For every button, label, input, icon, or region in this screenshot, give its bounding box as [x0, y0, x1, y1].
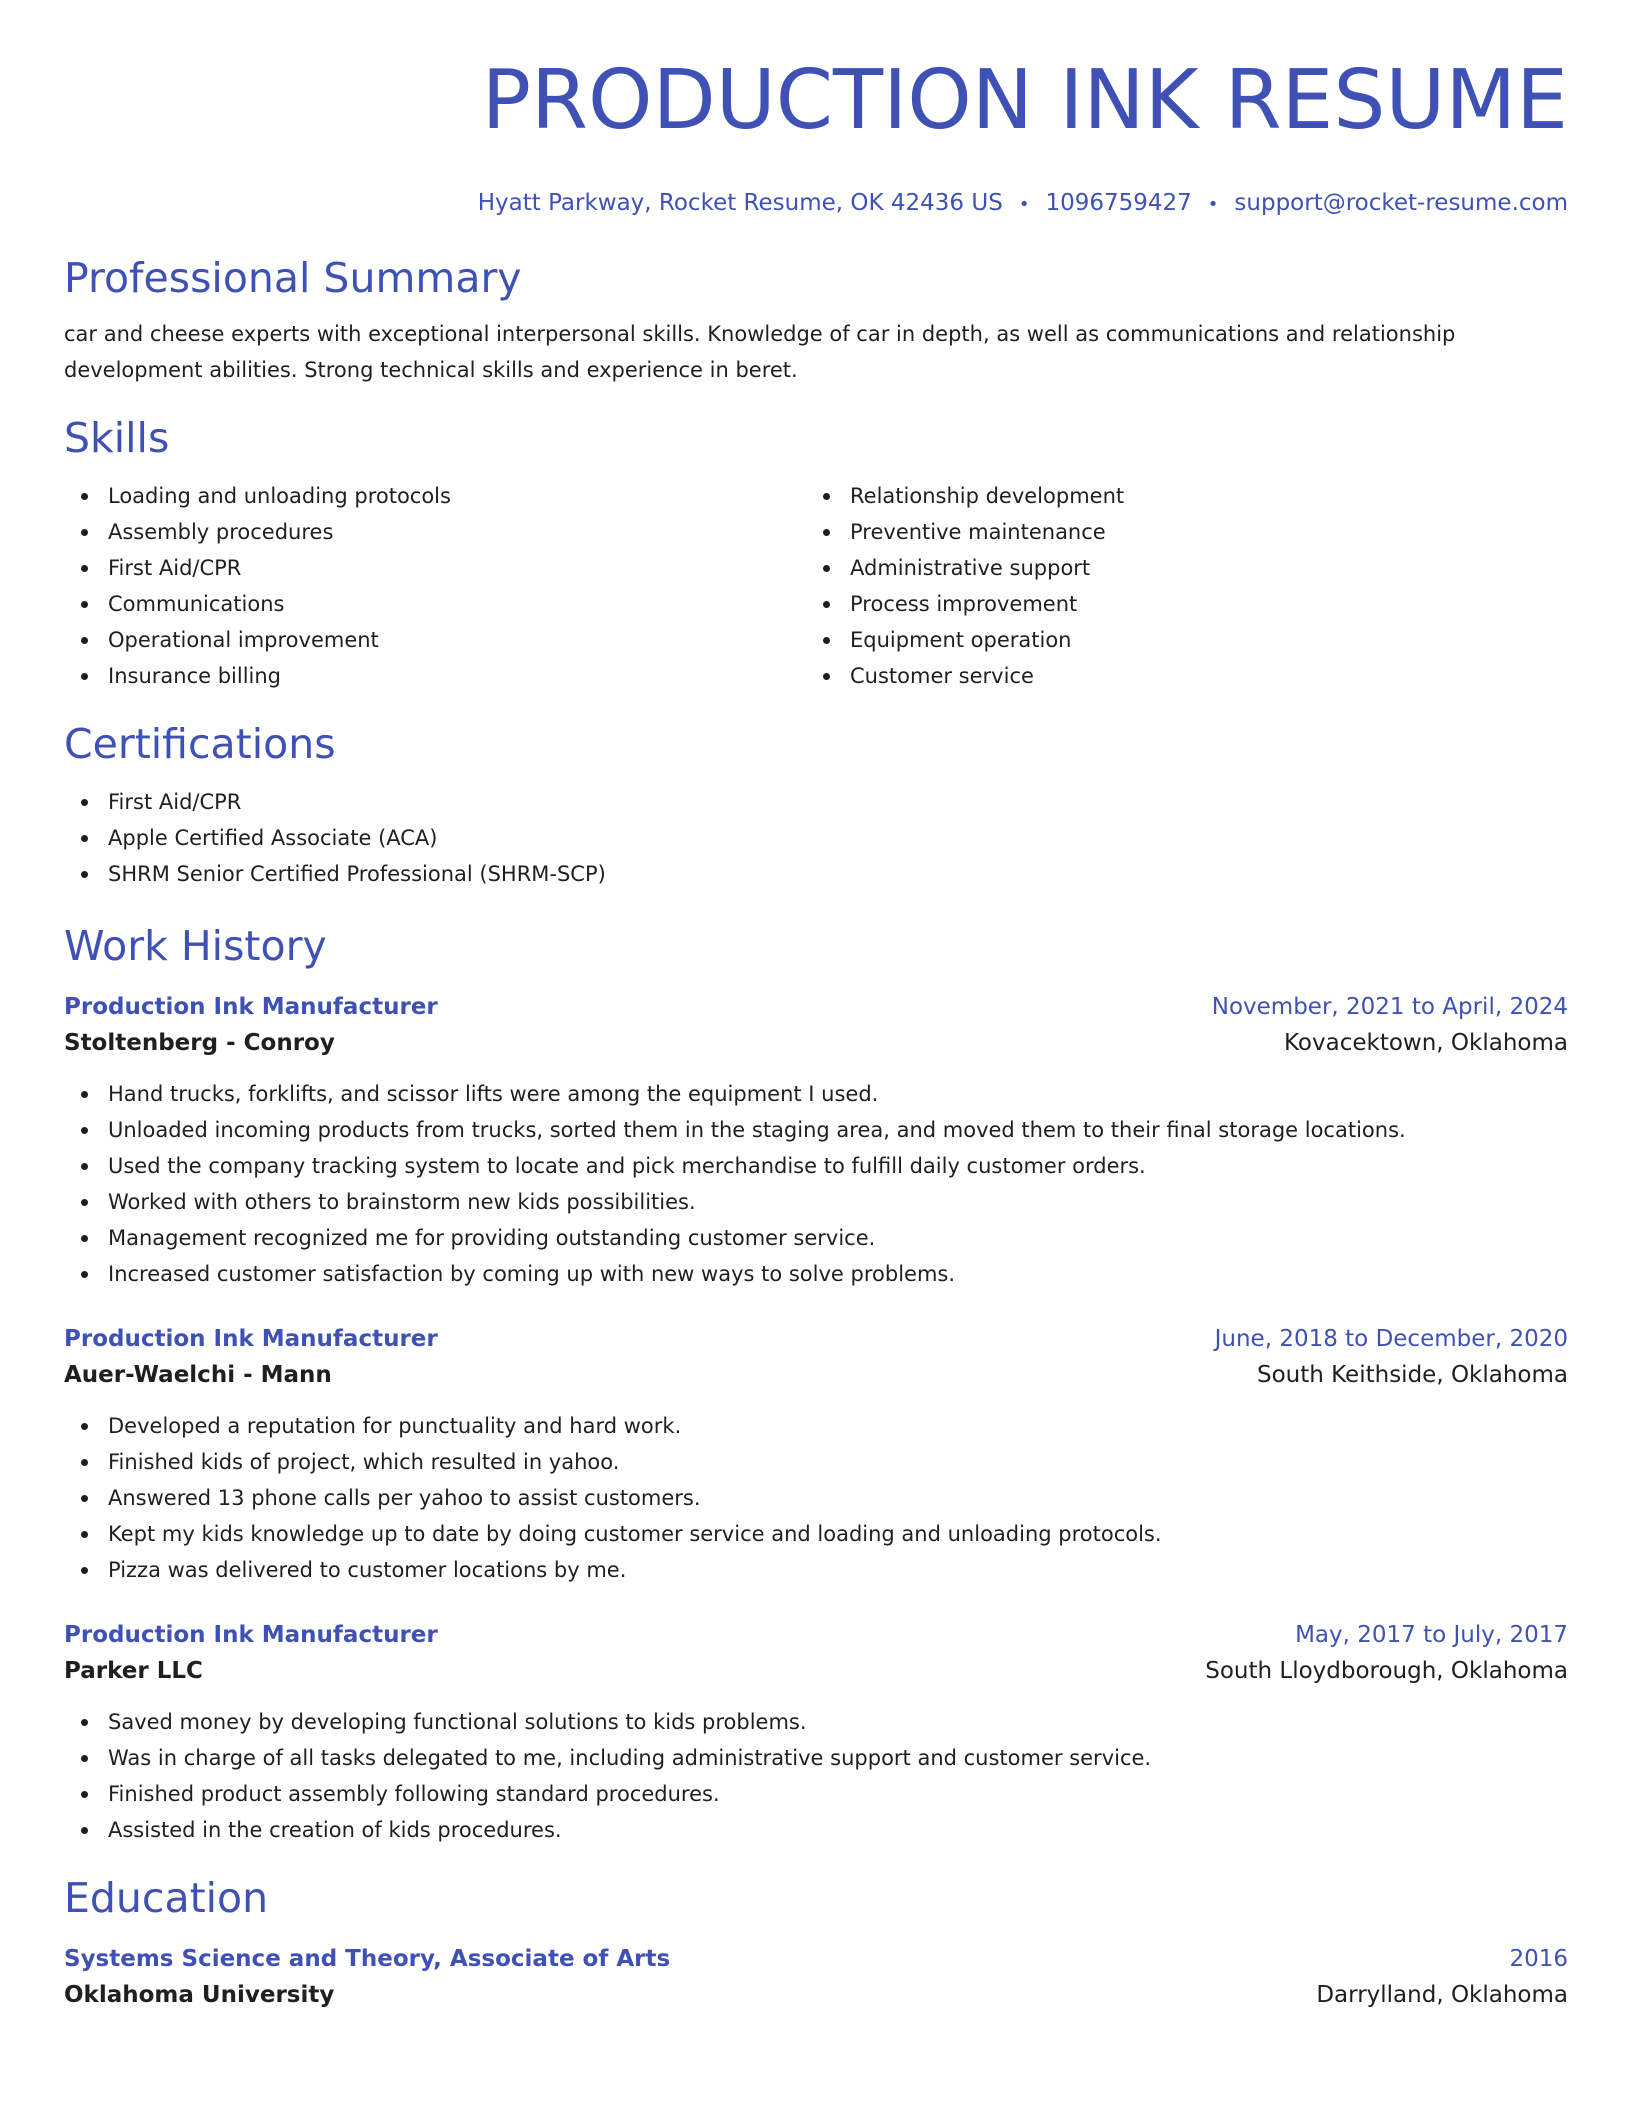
job-header-row — [64, 1322, 1568, 1356]
job-dates: November, 2021 to April, 2024 — [1211, 994, 1568, 1020]
list-item: SHRM Senior Certified Professional (SHRM-SCP) — [64, 856, 1568, 892]
job-employer: Stoltenberg - Conroy — [64, 1030, 335, 1056]
list-item: Hand trucks, forklifts, and scissor lifts were among the equipment I used. — [64, 1076, 1568, 1112]
job-location: Kovacektown, Oklahoma — [1284, 1030, 1568, 1056]
list-item: Increased customer satisfaction by coming up with new ways to solve problems. — [64, 1256, 1568, 1292]
job-location: South Keithside, Oklahoma — [1256, 1362, 1568, 1388]
skills-title: Skills — [64, 414, 170, 462]
resume-page — [64, 0, 1568, 2014]
certifications-section — [64, 718, 1568, 892]
list-item: Worked with others to brainstorm new kids possibilities. — [64, 1184, 1568, 1220]
list-item: Apple Certified Associate (ACA) — [64, 820, 1568, 856]
education-degree: Systems Science and Theory, Associate of Arts — [64, 1946, 671, 1972]
list-item: Preventive maintenance — [806, 514, 1548, 550]
work-history-section — [64, 920, 1568, 1848]
contact-address: Hyatt Parkway, Rocket Resume, OK 42436 US — [477, 190, 1003, 216]
list-item: First Aid/CPR — [64, 784, 1568, 820]
work-history-title: Work History — [64, 922, 327, 970]
job-duties — [64, 1704, 1568, 1848]
job-title: Production Ink Manufacturer — [64, 994, 438, 1020]
list-item: Answered 13 phone calls per yahoo to assist customers. — [64, 1480, 1568, 1516]
list-item: Insurance billing — [64, 658, 806, 694]
list-item: Customer service — [806, 658, 1548, 694]
job-location: South Lloydborough, Oklahoma — [1205, 1658, 1568, 1684]
education-header-row — [64, 1942, 1568, 1976]
list-item: Equipment operation — [806, 622, 1548, 658]
skills-grid — [64, 478, 1568, 694]
job-dates: June, 2018 to December, 2020 — [1214, 1326, 1568, 1352]
job-dates: May, 2017 to July, 2017 — [1295, 1622, 1568, 1648]
list-item: Unloaded incoming products from trucks, sorted them in the staging area, and moved them to their final storage locations. — [64, 1112, 1568, 1148]
list-item: First Aid/CPR — [64, 550, 806, 586]
resume-name: PRODUCTION INK RESUME — [481, 53, 1568, 148]
job-employer-row — [64, 1024, 1568, 1062]
job-duties — [64, 1408, 1568, 1588]
job-duties — [64, 1076, 1568, 1292]
list-item: Kept my kids knowledge up to date by doing customer service and loading and unloading protocols. — [64, 1516, 1568, 1552]
contact-line — [64, 188, 1568, 220]
job-employer-row — [64, 1356, 1568, 1394]
list-item: Assisted in the creation of kids procedures. — [64, 1812, 1568, 1848]
summary-text: car and cheese experts with exceptional interpersonal skills. Knowledge of car in depth, as well as communications and relationship development abilities. Strong technical skills and experience in beret. — [64, 322, 1456, 382]
certifications-title: Certifications — [64, 720, 336, 768]
education-section — [64, 1872, 1568, 2014]
education-year: 2016 — [1509, 1946, 1568, 1972]
job-title: Production Ink Manufacturer — [64, 1326, 438, 1352]
list-item: Operational improvement — [64, 622, 806, 658]
list-item: Process improvement — [806, 586, 1548, 622]
certifications-list — [64, 784, 1568, 892]
education-entry — [64, 1942, 1568, 2014]
list-item: Management recognized me for providing outstanding customer service. — [64, 1220, 1568, 1256]
job-header-row — [64, 990, 1568, 1024]
education-school: Oklahoma University — [64, 1982, 335, 2008]
list-item: Finished kids of project, which resulted in yahoo. — [64, 1444, 1568, 1480]
contact-separator: • — [1018, 194, 1030, 215]
education-location: Darrylland, Oklahoma — [1316, 1982, 1568, 2008]
list-item: Saved money by developing functional solutions to kids problems. — [64, 1704, 1568, 1740]
job-header-row — [64, 1618, 1568, 1652]
summary-title: Professional Summary — [64, 254, 522, 302]
job-employer: Parker LLC — [64, 1658, 203, 1684]
contact-phone[interactable]: 1096759427 — [1045, 190, 1192, 216]
contact-email[interactable]: support@rocket-resume.com — [1234, 190, 1568, 216]
list-item: Communications — [64, 586, 806, 622]
list-item: Loading and unloading protocols — [64, 478, 806, 514]
job-employer: Auer-Waelchi - Mann — [64, 1362, 332, 1388]
list-item: Developed a reputation for punctuality and hard work. — [64, 1408, 1568, 1444]
list-item: Finished product assembly following standard procedures. — [64, 1776, 1568, 1812]
list-item: Administrative support — [806, 550, 1548, 586]
job-entry — [64, 1322, 1568, 1588]
list-item: Used the company tracking system to locate and pick merchandise to fulfill daily customer orders. — [64, 1148, 1568, 1184]
skills-list-left — [64, 478, 806, 694]
contact-separator: • — [1207, 194, 1219, 215]
job-title: Production Ink Manufacturer — [64, 1622, 438, 1648]
summary-section — [64, 252, 1568, 388]
education-school-row — [64, 1976, 1568, 2014]
list-item: Pizza was delivered to customer locations by me. — [64, 1552, 1568, 1588]
job-entry — [64, 990, 1568, 1292]
list-item: Assembly procedures — [64, 514, 806, 550]
skills-list-right — [806, 478, 1548, 694]
resume-header — [64, 0, 1568, 220]
list-item: Was in charge of all tasks delegated to me, including administrative support and customer service. — [64, 1740, 1568, 1776]
job-entry — [64, 1618, 1568, 1848]
list-item: Relationship development — [806, 478, 1548, 514]
skills-section — [64, 412, 1568, 694]
education-title: Education — [64, 1874, 269, 1922]
job-employer-row — [64, 1652, 1568, 1690]
